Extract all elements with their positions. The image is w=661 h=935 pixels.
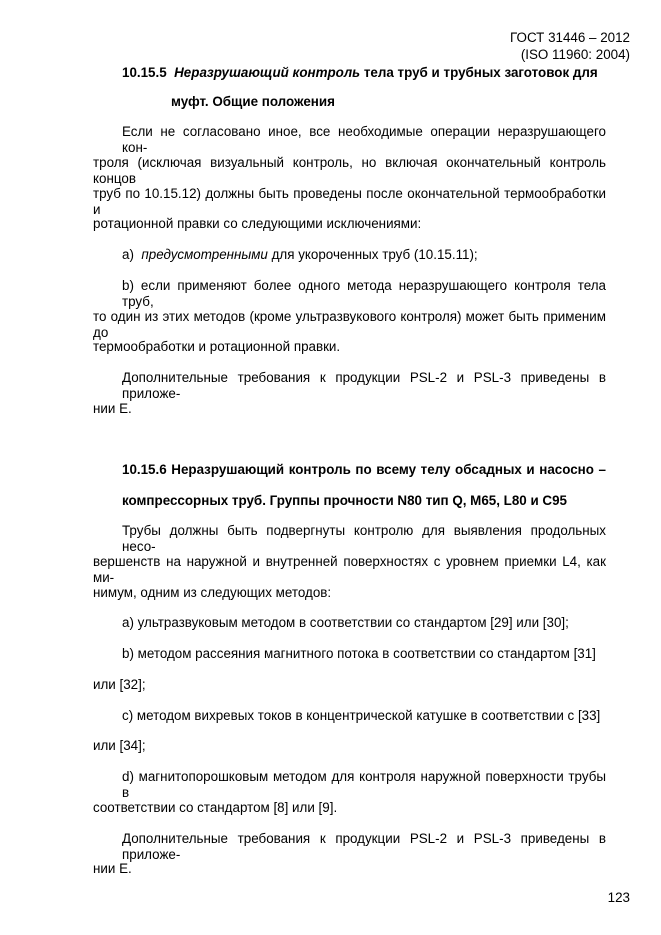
paragraph-line: нии Е. bbox=[93, 401, 132, 416]
section-title-italic: Неразрушающий контроль bbox=[174, 65, 361, 80]
method-item-d: d) магнитопорошковым методом для контроля наружной поверхности трубы в bbox=[122, 769, 606, 800]
list-item-text: для укороченных труб (10.15.11); bbox=[271, 247, 478, 262]
iso-reference: (ISO 11960: 2004) bbox=[520, 47, 630, 62]
paragraph-line: труб по 10.15.12) должны быть проведены после окончательной термообработки и bbox=[93, 186, 606, 217]
list-item-b: b) если применяют более одного метода неразрушающего контроля тела труб, bbox=[122, 278, 606, 309]
section-number: 10.15.5 bbox=[122, 65, 167, 80]
list-marker: а) bbox=[122, 247, 134, 262]
paragraph-line: соответствии со стандартом [8] или [9]. bbox=[93, 800, 338, 815]
paragraph-line: вершенств на наружной и внутренней поверхностях с уровнем приемки L4, как ми- bbox=[93, 554, 606, 585]
section-heading-10-15-6: 10.15.6 Неразрушающий контроль по всему телу обсадных и насосно – bbox=[122, 462, 606, 477]
page-number: 123 bbox=[607, 890, 630, 905]
section-title-rest: тела труб и трубных заготовок для bbox=[363, 65, 598, 80]
paragraph-line: ротационной правки со следующими исключениями: bbox=[93, 216, 422, 231]
section-heading-10-15-5 bbox=[122, 65, 598, 81]
paragraph-line: или [34]; bbox=[93, 738, 146, 753]
paragraph-line: Трубы должны быть подвергнуты контролю для выявления продольных несо- bbox=[122, 523, 606, 554]
paragraph-line: термообработки и ротационной правки. bbox=[93, 339, 341, 354]
paragraph-line: то один из этих методов (кроме ультразвукового контроля) может быть применим до bbox=[93, 309, 606, 340]
paragraph-line: нимум, одним из следующих методов: bbox=[93, 585, 332, 600]
list-item-a bbox=[122, 247, 478, 263]
standard-number: ГОСТ 31446 – 2012 bbox=[510, 30, 630, 45]
method-item-a: a) ультразвуковым методом в соответствии со стандартом [29] или [30]; bbox=[122, 615, 569, 630]
section-heading-line2: компрессорных труб. Группы прочности N80 тип Q, М65, L80 и С95 bbox=[122, 493, 567, 508]
method-item-b: b) методом рассеяния магнитного потока в соответствии со стандартом [31] bbox=[122, 646, 596, 661]
paragraph-line: или [32]; bbox=[93, 677, 146, 692]
section-heading-line2: муфт. Общие положения bbox=[171, 94, 335, 109]
method-item-c: c) методом вихревых токов в концентрической катушке в соответствии с [33] bbox=[122, 708, 601, 723]
paragraph-line: троля (исключая визуальный контроль, но включая окончательный контроль концов bbox=[93, 155, 606, 186]
paragraph-line: Если не согласовано иное, все необходимые операции неразрушающего кон- bbox=[122, 124, 606, 155]
paragraph-line: Дополнительные требования к продукции PSL-2 и PSL-3 приведены в приложе- bbox=[122, 831, 606, 862]
paragraph-line: Дополнительные требования к продукции PSL-2 и PSL-3 приведены в приложе- bbox=[122, 370, 606, 401]
list-item-italic: предусмотренными bbox=[141, 247, 268, 262]
paragraph-line: нии Е. bbox=[93, 861, 132, 876]
